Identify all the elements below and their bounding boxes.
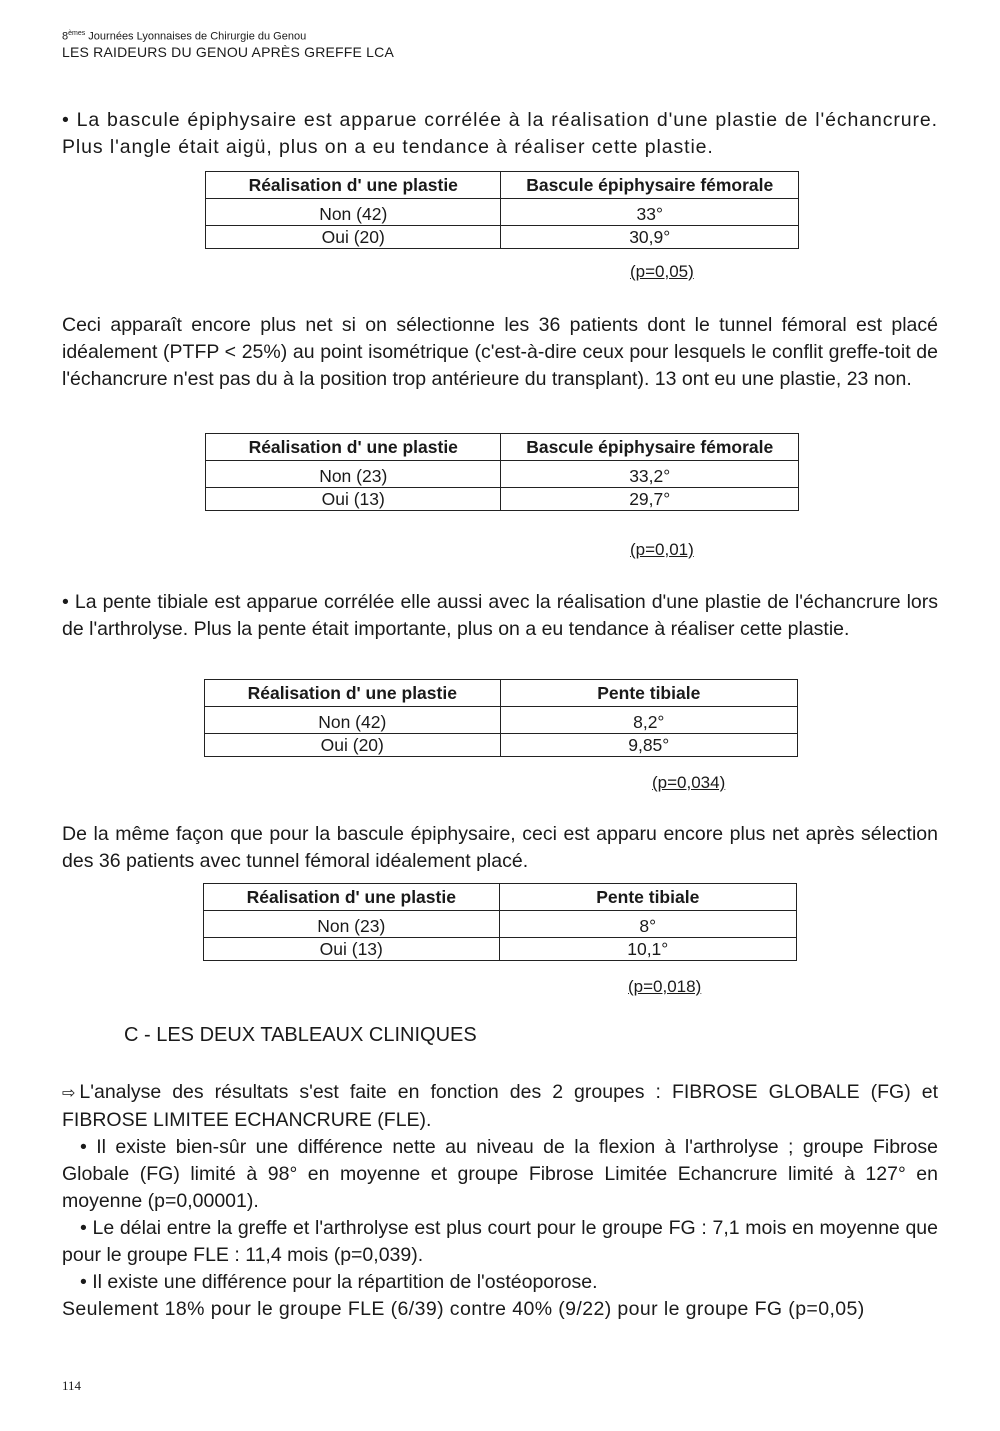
table-header-pente: Pente tibiale <box>499 884 796 911</box>
table-cell-label: Non (23) <box>204 911 500 938</box>
p-value: (p=0,01) <box>630 540 694 559</box>
table-cell-value: 8° <box>499 911 796 938</box>
table-pente-all <box>204 679 798 757</box>
paragraph-pente <box>62 589 938 643</box>
table-cell-label: Non (42) <box>205 707 501 734</box>
table-row <box>206 199 799 226</box>
table-pente-selected <box>203 883 797 961</box>
paragraph-seulement: Seulement 18% pour le groupe FLE (6/39) contre 40% (9/22) pour le groupe FG (p=0,05) <box>62 1298 865 1320</box>
running-header <box>62 30 394 61</box>
table-header-bascule: Bascule épiphysaire fémorale <box>501 434 799 461</box>
table-header-plastie: Réalisation d' une plastie <box>205 680 501 707</box>
paragraph-flexion: • Il existe bien-sûr une différence nette au niveau de la flexion à l'arthrolyse ; groupe Fibrose Globale (FG) limité à 98° en moyenne et groupe Fibrose Limitée Echancrure limité à 127° en moyenne (p=0,00001). <box>62 1136 938 1212</box>
table-cell-label: Non (23) <box>206 461 501 488</box>
conference-ordinal: 8 <box>62 30 69 43</box>
p-value: (p=0,018) <box>628 977 702 996</box>
paragraph-text: • La bascule épiphysaire est apparue corrélée à la réalisation d'une plastie de l'échancrure. Plus l'angle était aigü, plus on a eu tendance à réaliser cette plastie. <box>62 109 938 158</box>
table-row <box>205 707 798 734</box>
table-cell-value: 8,2° <box>500 707 797 734</box>
conference-ordinal-suffix: èmes <box>68 30 86 37</box>
table-cell-label: Non (42) <box>206 199 501 226</box>
table-cell-value: 10,1° <box>499 938 796 961</box>
page-number: 114 <box>62 1378 82 1393</box>
table-cell-label: Oui (13) <box>206 488 501 511</box>
table-row <box>206 461 799 488</box>
p-value: (p=0,034) <box>652 773 726 792</box>
table-header-pente: Pente tibiale <box>500 680 797 707</box>
table-row <box>205 734 798 757</box>
table-cell-label: Oui (20) <box>206 226 501 249</box>
table-header-plastie: Réalisation d' une plastie <box>206 172 501 199</box>
paragraph-analyse <box>62 1079 938 1134</box>
table-cell-label: Oui (13) <box>204 938 500 961</box>
table-row <box>204 911 797 938</box>
paragraph-meme-facon <box>62 821 938 875</box>
table-cell-value: 33,2° <box>501 461 799 488</box>
table-row <box>204 938 797 961</box>
chapter-title: LES RAIDEURS DU GENOU APRÈS GREFFE LCA <box>62 43 395 60</box>
table-bascule-selected <box>205 433 799 511</box>
paragraph-text: • La pente tibiale est apparue corrélée elle aussi avec la réalisation d'une plastie de l'échancrure lors de l'arthrolyse. Plus la pente était importante, plus on a eu tendance à réaliser cette plastie. <box>62 591 938 640</box>
p-value: (p=0,05) <box>630 262 694 281</box>
table-header-plastie: Réalisation d' une plastie <box>204 884 500 911</box>
table-row <box>206 226 799 249</box>
table-cell-value: 33° <box>501 199 799 226</box>
section-title: C - LES DEUX TABLEAUX CLINIQUES <box>124 1024 477 1046</box>
table-row <box>206 488 799 511</box>
table-cell-value: 29,7° <box>501 488 799 511</box>
paragraph-bascule <box>62 107 938 161</box>
arrow-right-icon: ⇨ <box>62 1085 76 1102</box>
table-header-plastie: Réalisation d' une plastie <box>206 434 501 461</box>
table-header-bascule: Bascule épiphysaire fémorale <box>501 172 799 199</box>
table-cell-label: Oui (20) <box>205 734 501 757</box>
table-cell-value: 30,9° <box>501 226 799 249</box>
table-cell-value: 9,85° <box>500 734 797 757</box>
paragraph-text: L'analyse des résultats s'est faite en fonction des 2 groupes : FIBROSE GLOBALE (FG) et FIBROSE LIMITEE ECHANCRURE (FLE). <box>62 1081 938 1131</box>
paragraph-text: Ceci apparaît encore plus net si on sélectionne les 36 patients dont le tunnel fémoral est placé idéalement (PTFP < 25%) au point isométrique (c'est-à-dire ceux pour lesquels le conflit greffe-toit de l'échancrure n'est pas du à la position trop antérieure du transplant). 13 ont eu une plastie, 23 non. <box>62 314 938 390</box>
paragraph-selection <box>62 312 938 393</box>
paragraph-delai: • Le délai entre la greffe et l'arthrolyse est plus court pour le groupe FG : 7,1 mois en moyenne que pour le groupe FLE : 11,4 mois (p=0,039). <box>62 1217 938 1266</box>
conference-title <box>62 30 394 44</box>
paragraph-block-clinical <box>62 1079 938 1323</box>
paragraph-osteoporose: • Il existe une différence pour la répartition de l'ostéoporose. <box>80 1271 598 1293</box>
table-bascule-all <box>205 171 799 249</box>
paragraph-text: De la même façon que pour la bascule épiphysaire, ceci est apparu encore plus net après sélection des 36 patients avec tunnel fémoral idéalement placé. <box>62 823 938 872</box>
conference-name: Journées Lyonnaises de Chirurgie du Genou <box>85 30 307 43</box>
